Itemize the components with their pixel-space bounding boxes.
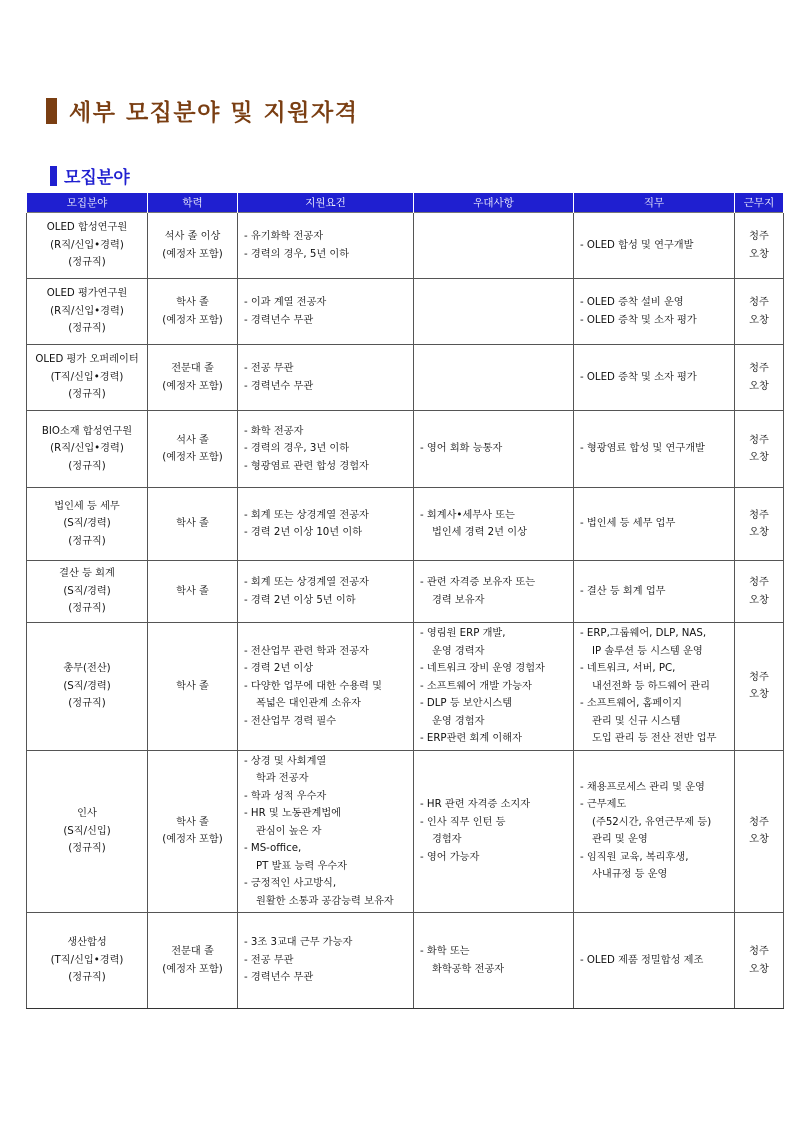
cell-location: [735, 345, 784, 411]
cell-education: [148, 213, 238, 279]
cell-text-line: - 화학 전공자: [244, 425, 304, 437]
table-row: [27, 623, 784, 751]
cell-location: [735, 279, 784, 345]
cell-text-line: (정규직): [68, 698, 106, 709]
cell-duty: [574, 345, 735, 411]
cell-text-line: - 소프트웨어, 홈페이지: [580, 698, 682, 709]
cell-text-line: 사내규정 등 운영: [592, 869, 668, 881]
cell-text-line: - 관련 자격증 보유자 또는: [420, 577, 536, 588]
cell-field: [27, 345, 148, 411]
cell-location: [735, 411, 784, 488]
cell-text-line: 법인세 경력 2년 이상: [432, 527, 527, 538]
cell-text-line: 청주: [749, 434, 769, 446]
cell-text-line: (S직/신입): [63, 825, 111, 837]
cell-preferred: [414, 279, 574, 345]
cell-text-line: (T직/신입•경력): [50, 371, 124, 383]
cell-text-line: 청주: [749, 363, 769, 374]
cell-text-line: 청주: [749, 509, 769, 521]
cell-education: [148, 623, 238, 751]
table-row: [27, 345, 784, 411]
cell-text-line: 청주: [749, 577, 769, 588]
cell-text-line: 학과 전공자: [256, 773, 309, 784]
cell-text-line: 운영 경험자: [432, 715, 485, 727]
cell-field: [27, 411, 148, 488]
cell-text-line: OLED 평가연구원: [46, 288, 128, 300]
cell-text-line: 청주: [749, 816, 769, 828]
cell-text-line: (정규직): [68, 460, 106, 472]
cell-text-line: - 긍정적인 사고방식,: [244, 878, 337, 889]
cell-field: [27, 279, 148, 345]
cell-text-line: 원활한 소통과 공감능력 보유자: [256, 895, 394, 907]
cell-field: [27, 488, 148, 561]
cell-text-line: - 다양한 업무에 대한 수용력 및: [244, 680, 382, 692]
cell-text-line: - 임직원 교육, 복리후생,: [580, 851, 689, 863]
cell-location: [735, 488, 784, 561]
header-education: 학력: [148, 193, 238, 213]
subsection-title: 모집분야: [64, 168, 130, 188]
cell-text-line: - OLED 제품 정밀합성 제조: [580, 954, 704, 966]
cell-text-line: 경력 보유자: [432, 594, 485, 606]
cell-requirements: [238, 623, 414, 751]
cell-requirements: [238, 279, 414, 345]
cell-text-line: 오창: [749, 248, 769, 260]
cell-text-line: 학사 졸: [176, 816, 209, 828]
cell-text-line: - 경력년수 무관: [244, 314, 314, 326]
cell-text-line: - 전산업무 관련 학과 전공자: [244, 645, 369, 657]
cell-field: [27, 623, 148, 751]
cell-text-line: (예정자 포함): [162, 248, 223, 260]
cell-text-line: 오창: [749, 689, 769, 701]
cell-field: [27, 561, 148, 623]
cell-text-line: - 경력 2년 이상 5년 이하: [244, 594, 356, 606]
cell-text-line: 학사 졸: [176, 585, 209, 597]
cell-preferred: [414, 411, 574, 488]
cell-text-line: - 형광염료 관련 합성 경험자: [244, 460, 369, 472]
cell-requirements: [238, 750, 414, 913]
cell-text-line: 법인세 등 세무: [54, 500, 120, 512]
cell-text-line: - ERP관련 회계 이해자: [420, 733, 522, 744]
cell-text-line: 청주: [749, 946, 769, 957]
cell-location: [735, 213, 784, 279]
cell-text-line: - 영림원 ERP 개발,: [420, 628, 506, 639]
table-row: [27, 750, 784, 913]
cell-text-line: 결산 등 회계: [59, 568, 115, 580]
cell-text-line: IP 솔루션 등 시스템 운영: [592, 645, 703, 657]
cell-text-line: - OLED 증착 및 소자 평가: [580, 371, 697, 383]
cell-text-line: - 유기화학 전공자: [244, 231, 324, 242]
cell-location: [735, 623, 784, 751]
cell-text-line: 오창: [749, 594, 769, 606]
cell-text-line: - 경력년수 무관: [244, 972, 314, 984]
cell-text-line: 폭넓은 대인관계 소유자: [256, 698, 361, 709]
cell-text-line: (정규직): [68, 603, 106, 615]
cell-text-line: - 경력 2년 이상 10년 이하: [244, 527, 363, 538]
header-location: 근무지: [735, 193, 784, 213]
cell-text-line: 오창: [749, 834, 769, 846]
cell-text-line: (주52시간, 유연근무제 등): [592, 816, 712, 828]
cell-text-line: OLED 평가 오퍼레이터: [35, 354, 139, 366]
cell-text-line: (R직/신입•경력): [50, 305, 124, 317]
cell-text-line: - 경력의 경우, 5년 이하: [244, 248, 350, 260]
cell-text-line: 석사 졸: [176, 434, 209, 446]
cell-text-line: 오창: [749, 314, 769, 326]
cell-text-line: - 형광염료 합성 및 연구개발: [580, 443, 705, 455]
cell-text-line: (R직/신입•경력): [50, 443, 124, 455]
cell-location: [735, 561, 784, 623]
cell-text-line: 오창: [749, 527, 769, 538]
cell-duty: [574, 213, 735, 279]
cell-text-line: 석사 졸 이상: [164, 231, 221, 242]
cell-requirements: [238, 411, 414, 488]
cell-text-line: - 이과 계열 전공자: [244, 297, 327, 308]
cell-text-line: (S직/경력): [63, 518, 111, 530]
cell-requirements: [238, 561, 414, 623]
cell-text-line: - 네트워크, 서버, PC,: [580, 663, 676, 674]
cell-requirements: [238, 213, 414, 279]
cell-text-line: - 인사 직무 인턴 등: [420, 816, 506, 828]
cell-text-line: (T직/신입•경력): [50, 954, 124, 966]
cell-text-line: - 상경 및 사회계열: [244, 755, 327, 767]
cell-location: [735, 913, 784, 1009]
cell-text-line: - 소프트웨어 개발 가능자: [420, 680, 532, 692]
cell-text-line: 학사 졸: [176, 518, 209, 530]
cell-text-line: - 전공 무관: [244, 363, 294, 374]
cell-location: [735, 750, 784, 913]
heading-bar-marker: [46, 98, 57, 124]
cell-text-line: (예정자 포함): [162, 314, 223, 326]
cell-text-line: 인사: [77, 808, 97, 819]
cell-text-line: - 근무제도: [580, 799, 627, 811]
cell-text-line: BIO소재 합성연구원: [41, 425, 133, 437]
cell-education: [148, 279, 238, 345]
cell-text-line: 학사 졸: [176, 297, 209, 308]
cell-text-line: - 전산업무 경력 필수: [244, 715, 337, 727]
cell-text-line: OLED 합성연구원: [46, 222, 128, 234]
section-heading: [46, 94, 358, 127]
cell-text-line: - 회계 또는 상경계열 전공자: [244, 509, 369, 521]
cell-text-line: PT 발표 능력 우수자: [256, 860, 347, 872]
table-row: [27, 488, 784, 561]
subheading-bar-marker: [50, 166, 57, 186]
cell-text-line: - 학과 성적 우수자: [244, 790, 327, 802]
subsection-heading: [50, 163, 130, 188]
cell-text-line: - 네트워크 장비 운영 경험자: [420, 663, 545, 674]
cell-education: [148, 411, 238, 488]
cell-field: [27, 213, 148, 279]
cell-preferred: [414, 913, 574, 1009]
cell-text-line: 청주: [749, 297, 769, 308]
cell-text-line: - 화학 또는: [420, 946, 470, 957]
cell-duty: [574, 488, 735, 561]
cell-text-line: 오창: [749, 963, 769, 975]
cell-text-line: - OLED 증착 설비 운영: [580, 297, 684, 308]
table-header-row: [27, 193, 784, 213]
cell-text-line: 내선전화 등 하드웨어 관리: [592, 680, 710, 692]
cell-duty: [574, 913, 735, 1009]
cell-text-line: - 3조 3교대 근무 가능자: [244, 937, 353, 949]
cell-education: [148, 488, 238, 561]
cell-text-line: (정규직): [68, 972, 106, 984]
cell-text-line: - 회계 또는 상경계열 전공자: [244, 577, 369, 588]
cell-duty: [574, 623, 735, 751]
cell-preferred: [414, 213, 574, 279]
cell-text-line: 도입 관리 등 전산 전반 업무: [592, 733, 717, 744]
cell-text-line: (예정자 포함): [162, 963, 223, 975]
cell-text-line: (정규직): [68, 389, 106, 401]
table-row: [27, 411, 784, 488]
cell-text-line: 오창: [749, 452, 769, 463]
cell-requirements: [238, 913, 414, 1009]
cell-text-line: 화학공학 전공자: [432, 963, 505, 975]
cell-text-line: 전문대 졸: [171, 363, 214, 374]
cell-text-line: 학사 졸: [176, 680, 209, 692]
table-row: [27, 913, 784, 1009]
cell-text-line: 전문대 졸: [171, 946, 214, 957]
cell-education: [148, 913, 238, 1009]
cell-preferred: [414, 623, 574, 751]
header-preferred: 우대사항: [414, 193, 574, 213]
cell-text-line: (예정자 포함): [162, 834, 223, 846]
cell-duty: [574, 561, 735, 623]
cell-text-line: 관리 및 신규 시스템: [592, 715, 681, 727]
cell-text-line: - 법인세 등 세무 업무: [580, 518, 676, 530]
cell-text-line: (정규직): [68, 323, 106, 335]
cell-text-line: (S직/경력): [63, 680, 111, 692]
cell-field: [27, 913, 148, 1009]
section-title: 세부 모집분야 및 지원자격: [69, 100, 359, 126]
cell-text-line: - 채용프로세스 관리 및 운영: [580, 781, 705, 793]
cell-text-line: - OLED 증착 및 소자 평가: [580, 314, 697, 326]
cell-preferred: [414, 345, 574, 411]
cell-text-line: 청주: [749, 671, 769, 683]
cell-text-line: (R직/신입•경력): [50, 239, 124, 251]
cell-education: [148, 345, 238, 411]
cell-text-line: - ERP,그룹웨어, DLP, NAS,: [580, 628, 707, 639]
cell-text-line: 청주: [749, 231, 769, 242]
cell-duty: [574, 750, 735, 913]
header-duty: 직무: [574, 193, 735, 213]
cell-duty: [574, 411, 735, 488]
cell-text-line: 생산합성: [67, 937, 107, 949]
cell-text-line: 관심이 높은 자: [256, 825, 322, 837]
cell-text-line: - DLP 등 보안시스템: [420, 698, 513, 709]
cell-text-line: - 영어 가능자: [420, 851, 480, 863]
cell-duty: [574, 279, 735, 345]
cell-text-line: - 경력의 경우, 3년 이하: [244, 443, 350, 455]
recruitment-table: [26, 193, 784, 1009]
cell-preferred: [414, 488, 574, 561]
cell-text-line: - MS-office,: [244, 843, 302, 854]
cell-text-line: (예정자 포함): [162, 452, 223, 463]
cell-requirements: [238, 488, 414, 561]
cell-text-line: - HR 관련 자격증 소지자: [420, 799, 531, 811]
cell-education: [148, 561, 238, 623]
cell-requirements: [238, 345, 414, 411]
table-row: [27, 213, 784, 279]
cell-text-line: (S직/경력): [63, 585, 111, 597]
cell-preferred: [414, 561, 574, 623]
cell-text-line: 운영 경력자: [432, 645, 485, 657]
cell-preferred: [414, 750, 574, 913]
cell-text-line: (정규직): [68, 843, 106, 854]
cell-text-line: - 결산 등 회계 업무: [580, 585, 666, 597]
cell-field: [27, 750, 148, 913]
cell-text-line: - 경력 2년 이상: [244, 663, 314, 674]
cell-text-line: - 영어 회화 능통자: [420, 443, 503, 455]
table-row: [27, 279, 784, 345]
cell-text-line: - HR 및 노동관계법에: [244, 808, 342, 819]
cell-text-line: 관리 및 운영: [592, 834, 648, 846]
header-requirements: 지원요건: [238, 193, 414, 213]
cell-text-line: 총무(전산): [63, 663, 111, 674]
cell-text-line: - 회계사•세무사 또는: [420, 509, 515, 521]
cell-text-line: 오창: [749, 380, 769, 392]
cell-text-line: (예정자 포함): [162, 380, 223, 392]
header-field: 모집분야: [27, 193, 148, 213]
cell-text-line: - OLED 합성 및 연구개발: [580, 239, 694, 251]
cell-education: [148, 750, 238, 913]
cell-text-line: - 경력년수 무관: [244, 380, 314, 392]
cell-text-line: (정규직): [68, 257, 106, 269]
cell-text-line: 경험자: [432, 834, 462, 846]
table-row: [27, 561, 784, 623]
cell-text-line: (정규직): [68, 535, 106, 547]
cell-text-line: - 전공 무관: [244, 954, 294, 966]
